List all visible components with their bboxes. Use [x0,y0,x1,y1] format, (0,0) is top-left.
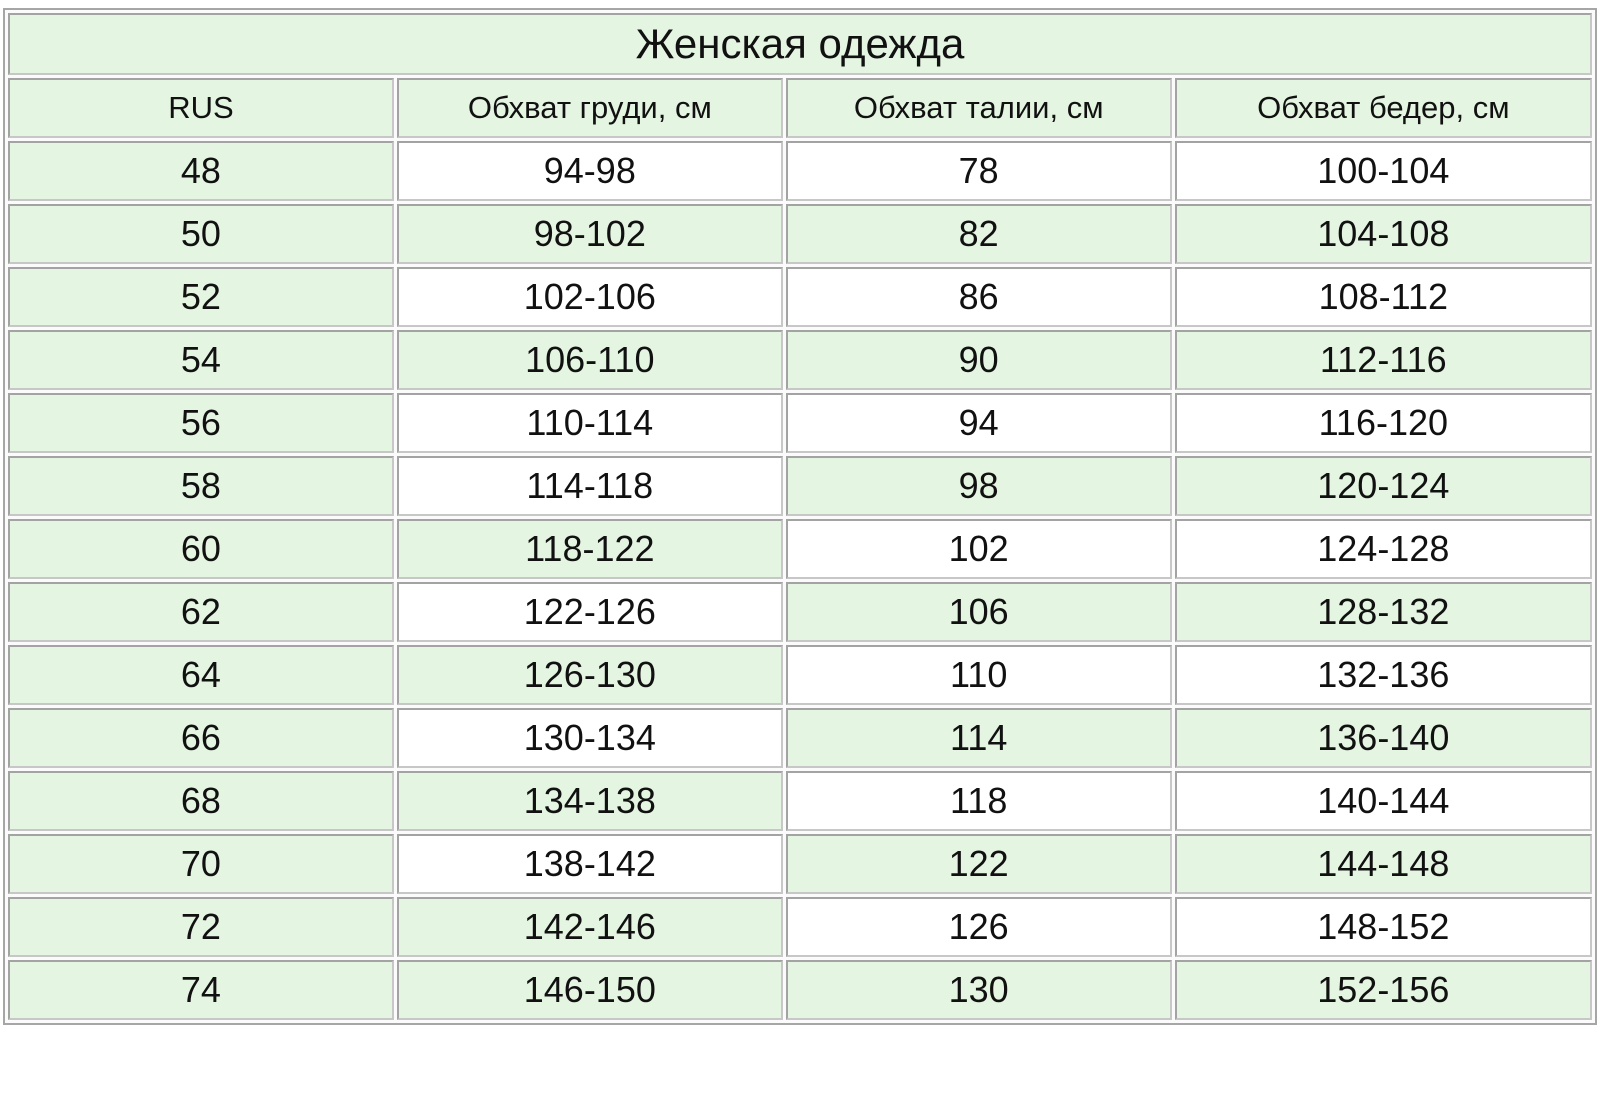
table-row [8,960,1592,1020]
table-row [8,708,1592,768]
cell-chest: 106-110 [397,330,783,390]
column-header-hips: Обхват бедер, см [1175,78,1592,138]
table-row [8,330,1592,390]
cell-hips: 124-128 [1175,519,1592,579]
cell-hips: 104-108 [1175,204,1592,264]
cell-waist: 106 [786,582,1172,642]
cell-hips: 152-156 [1175,960,1592,1020]
womens-clothing-size-table [3,8,1597,1025]
title-row [8,13,1592,75]
cell-hips: 108-112 [1175,267,1592,327]
cell-rus: 72 [8,897,394,957]
cell-rus: 70 [8,834,394,894]
cell-chest: 126-130 [397,645,783,705]
cell-chest: 138-142 [397,834,783,894]
table-row [8,771,1592,831]
cell-hips: 132-136 [1175,645,1592,705]
cell-waist: 122 [786,834,1172,894]
cell-waist: 110 [786,645,1172,705]
cell-hips: 144-148 [1175,834,1592,894]
cell-rus: 52 [8,267,394,327]
cell-hips: 136-140 [1175,708,1592,768]
cell-waist: 82 [786,204,1172,264]
cell-chest: 134-138 [397,771,783,831]
cell-waist: 90 [786,330,1172,390]
cell-rus: 58 [8,456,394,516]
cell-waist: 86 [786,267,1172,327]
cell-rus: 68 [8,771,394,831]
cell-chest: 118-122 [397,519,783,579]
cell-chest: 114-118 [397,456,783,516]
cell-hips: 128-132 [1175,582,1592,642]
cell-waist: 118 [786,771,1172,831]
cell-rus: 62 [8,582,394,642]
cell-chest: 122-126 [397,582,783,642]
table-row [8,645,1592,705]
cell-waist: 98 [786,456,1172,516]
cell-rus: 48 [8,141,394,201]
table-row [8,897,1592,957]
table-row [8,204,1592,264]
cell-hips: 116-120 [1175,393,1592,453]
cell-chest: 102-106 [397,267,783,327]
table-body [8,141,1592,1020]
cell-rus: 64 [8,645,394,705]
column-header-waist: Обхват талии, см [786,78,1172,138]
cell-hips: 100-104 [1175,141,1592,201]
column-header-chest: Обхват груди, см [397,78,783,138]
table-row [8,456,1592,516]
cell-rus: 60 [8,519,394,579]
cell-chest: 94-98 [397,141,783,201]
cell-waist: 78 [786,141,1172,201]
column-header-rus: RUS [8,78,394,138]
table-row [8,141,1592,201]
header-row [8,78,1592,138]
cell-hips: 140-144 [1175,771,1592,831]
cell-waist: 94 [786,393,1172,453]
table-row [8,834,1592,894]
cell-chest: 98-102 [397,204,783,264]
cell-waist: 102 [786,519,1172,579]
cell-rus: 74 [8,960,394,1020]
cell-rus: 56 [8,393,394,453]
cell-waist: 130 [786,960,1172,1020]
table-row [8,267,1592,327]
cell-rus: 54 [8,330,394,390]
cell-hips: 120-124 [1175,456,1592,516]
cell-waist: 126 [786,897,1172,957]
cell-chest: 110-114 [397,393,783,453]
cell-chest: 130-134 [397,708,783,768]
cell-hips: 112-116 [1175,330,1592,390]
cell-rus: 66 [8,708,394,768]
table-title: Женская одежда [8,13,1592,75]
cell-waist: 114 [786,708,1172,768]
cell-chest: 142-146 [397,897,783,957]
table-row [8,519,1592,579]
table-row [8,393,1592,453]
cell-rus: 50 [8,204,394,264]
cell-hips: 148-152 [1175,897,1592,957]
table-row [8,582,1592,642]
cell-chest: 146-150 [397,960,783,1020]
